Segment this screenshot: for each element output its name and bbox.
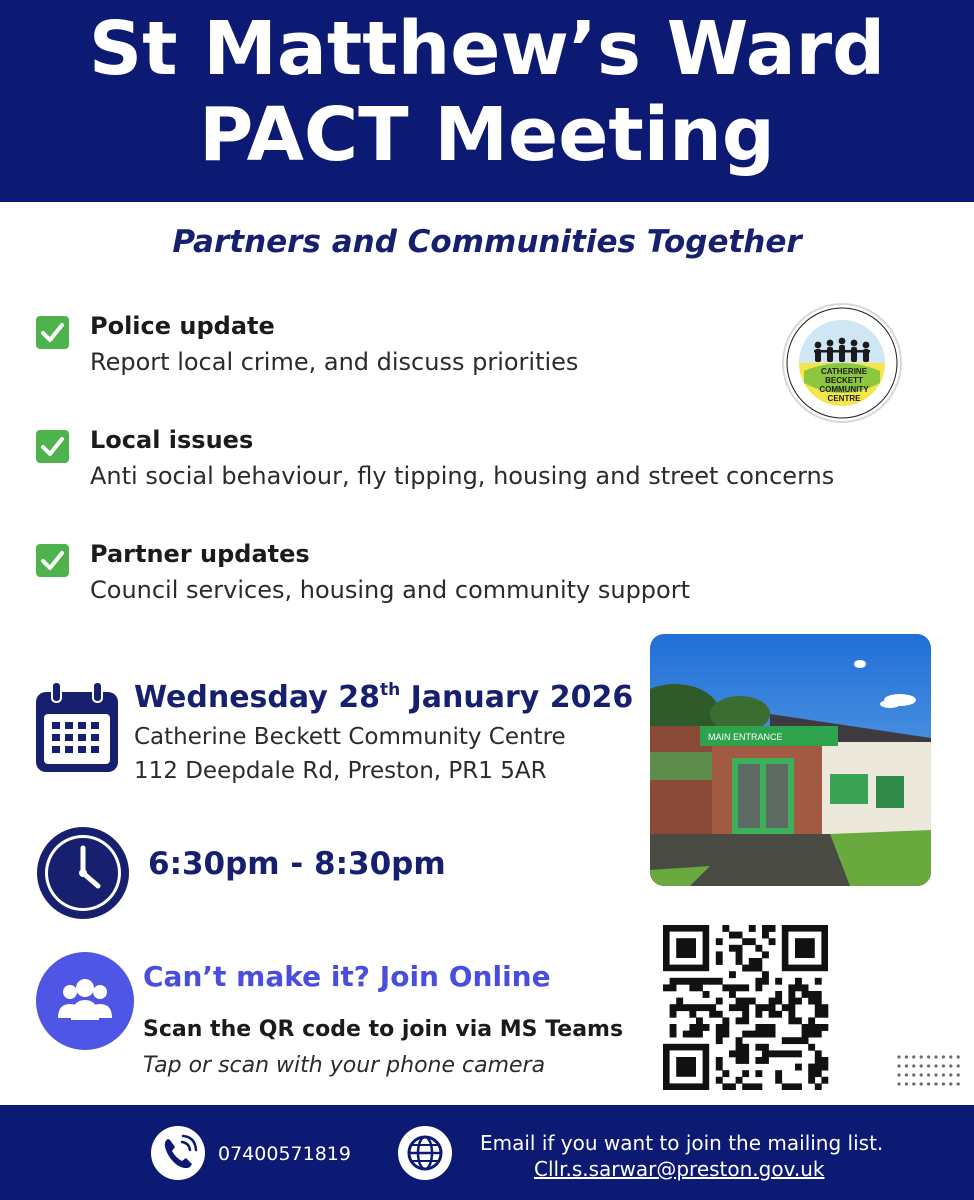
online-hint: Tap or scan with your phone camera [143,1053,546,1078]
title-line-1: St Matthew’s Ward [88,6,886,92]
header-banner [0,0,974,202]
community-centre-logo [782,303,902,423]
event-address: 112 Deepdale Rd, Preston, PR1 5AR [134,758,547,784]
check-icon [36,430,69,463]
phone-icon [149,1124,207,1186]
check-icon [36,544,69,577]
logo-text: CATHERINE BECKETT COMMUNITY CENTRE [819,367,869,403]
online-title: Can’t make it? Join Online [143,960,551,993]
decorative-dots [896,1054,962,1094]
event-date [134,680,633,715]
online-instruction: Scan the QR code to join via MS Teams [143,1017,624,1042]
event-venue: Catherine Beckett Community Centre [134,724,566,750]
date-day: Wednesday 28 [134,680,380,715]
check-icon [36,316,69,349]
agenda-title: Local issues [90,426,254,454]
title-line-2: PACT Meeting [199,92,775,178]
date-month-year: January 2026 [400,680,634,715]
mailing-list-prompt: Email if you want to join the mailing list. [480,1131,884,1155]
footer-bar [0,1105,974,1200]
agenda-description: Council services, housing and community support [90,576,690,604]
clock-icon [34,824,132,926]
agenda-title: Police update [90,312,275,340]
date-ordinal: th [379,680,401,700]
calendar-icon [32,680,122,780]
qr-code[interactable] [660,922,832,1090]
agenda-description: Anti social behaviour, fly tipping, housing and street concerns [90,462,835,490]
people-icon [36,952,134,1050]
community-centre-photo [650,634,931,886]
photo-sign-text: MAIN ENTRANCE [708,732,783,742]
phone-number[interactable]: 07400571819 [218,1143,351,1165]
email-link[interactable]: Cllr.s.sarwar@preston.gov.uk [534,1157,825,1181]
event-time: 6:30pm - 8:30pm [148,846,446,882]
agenda-title: Partner updates [90,540,310,568]
subtitle: Partners and Communities Together [172,224,802,260]
globe-icon [396,1124,454,1186]
agenda-description: Report local crime, and discuss priorities [90,348,579,376]
